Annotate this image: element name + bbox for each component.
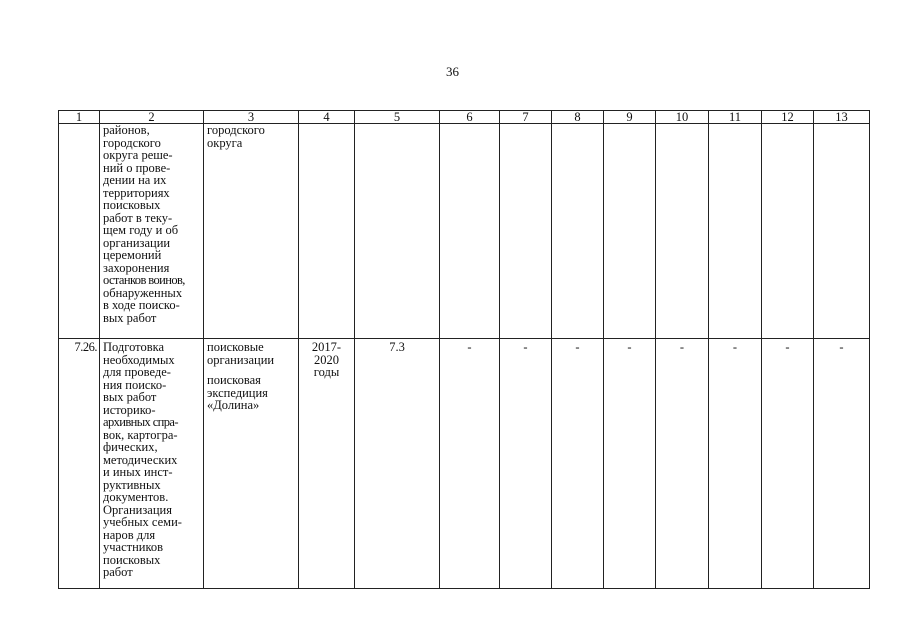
value-cell: - <box>656 339 709 589</box>
executor-cell <box>204 339 299 589</box>
value-cell: - <box>604 339 656 589</box>
text-line: историко- <box>103 402 156 417</box>
column-header: 10 <box>656 111 709 124</box>
text-line: территориях <box>103 185 170 200</box>
text-line: Подготовка <box>103 340 165 354</box>
text-line: ния поиско- <box>103 377 167 392</box>
column-header: 12 <box>762 111 814 124</box>
value-cell <box>440 124 500 339</box>
text-line: для проведе- <box>103 365 171 379</box>
row-number-cell: 7.26. <box>59 339 100 589</box>
text-line: работ <box>103 565 133 579</box>
text-line: в ходе поиско- <box>103 298 180 312</box>
value-cell <box>709 124 762 339</box>
text-line: вок, картогра- <box>103 427 178 442</box>
text-line: обнаруженных <box>103 285 183 300</box>
text-line: ний о прове- <box>103 160 171 175</box>
column-header: 11 <box>709 111 762 124</box>
value-cell: - <box>500 339 552 589</box>
column-header: 2 <box>100 111 204 124</box>
row-number-cell <box>59 124 100 339</box>
column-header: 6 <box>440 111 500 124</box>
column-header: 1 <box>59 111 100 124</box>
text-line: годы <box>313 365 340 379</box>
reference-cell: 7.3 <box>355 339 440 589</box>
value-cell: - <box>440 339 500 589</box>
text-line: фических, <box>103 440 158 454</box>
text-line: округа <box>207 135 243 150</box>
text-line: и иных инст- <box>103 465 173 479</box>
text-line: городского <box>103 135 161 150</box>
text-line: экспедиция <box>207 385 268 400</box>
period-cell <box>299 339 355 589</box>
text-line: организации <box>103 235 171 250</box>
column-header: 13 <box>814 111 870 124</box>
value-cell: - <box>552 339 604 589</box>
table-row <box>59 339 870 589</box>
column-header: 9 <box>604 111 656 124</box>
text-line: методических <box>103 452 178 467</box>
document-table <box>58 110 870 589</box>
text-line: вых работ <box>103 390 157 404</box>
text-line: учебных семи- <box>103 515 182 529</box>
text-line: «Долина» <box>207 398 260 412</box>
value-cell: - <box>709 339 762 589</box>
text-line: необходимых <box>103 352 175 367</box>
column-header: 8 <box>552 111 604 124</box>
text-line: документов. <box>103 490 169 504</box>
text-line: 2020 <box>314 352 339 367</box>
column-header: 4 <box>299 111 355 124</box>
value-cell: - <box>762 339 814 589</box>
text-line: вых работ <box>103 310 157 325</box>
text-line: округа реше- <box>103 148 173 162</box>
description-cell <box>100 124 204 339</box>
text-line: дении на их <box>103 173 167 187</box>
text-line: районов, <box>103 123 150 137</box>
text-line: поисковые <box>207 340 264 354</box>
column-header: 3 <box>204 111 299 124</box>
value-cell <box>552 124 604 339</box>
text-line: Организация <box>103 502 172 517</box>
value-cell <box>814 124 870 339</box>
text-line: участников <box>103 540 164 554</box>
text-line: поисковая <box>207 373 261 387</box>
text-line: работ в теку- <box>103 210 173 225</box>
text-line: городского <box>207 123 265 137</box>
text-line: захоронения <box>103 260 170 275</box>
period-cell <box>299 124 355 339</box>
table-row <box>59 124 870 339</box>
value-cell <box>604 124 656 339</box>
executor-cell <box>204 124 299 339</box>
column-header: 5 <box>355 111 440 124</box>
value-cell <box>656 124 709 339</box>
description-cell <box>100 339 204 589</box>
text-line: церемоний <box>103 248 162 262</box>
text-line: останков воинов, <box>103 273 185 287</box>
column-header: 7 <box>500 111 552 124</box>
page-number: 36 <box>446 64 459 79</box>
text-line: архивных спра- <box>103 415 178 429</box>
text-line: 2017- <box>311 340 342 354</box>
text-line: руктивных <box>103 477 161 492</box>
text-line: поисковых <box>103 552 161 567</box>
text-line: организации <box>207 352 275 367</box>
text-line: щем году и об <box>103 223 179 237</box>
value-cell <box>500 124 552 339</box>
reference-cell <box>355 124 440 339</box>
table-header-row <box>59 111 870 124</box>
value-cell: - <box>814 339 870 589</box>
text-line: поисковых <box>103 198 161 212</box>
text-line: наров для <box>103 527 156 542</box>
value-cell <box>762 124 814 339</box>
